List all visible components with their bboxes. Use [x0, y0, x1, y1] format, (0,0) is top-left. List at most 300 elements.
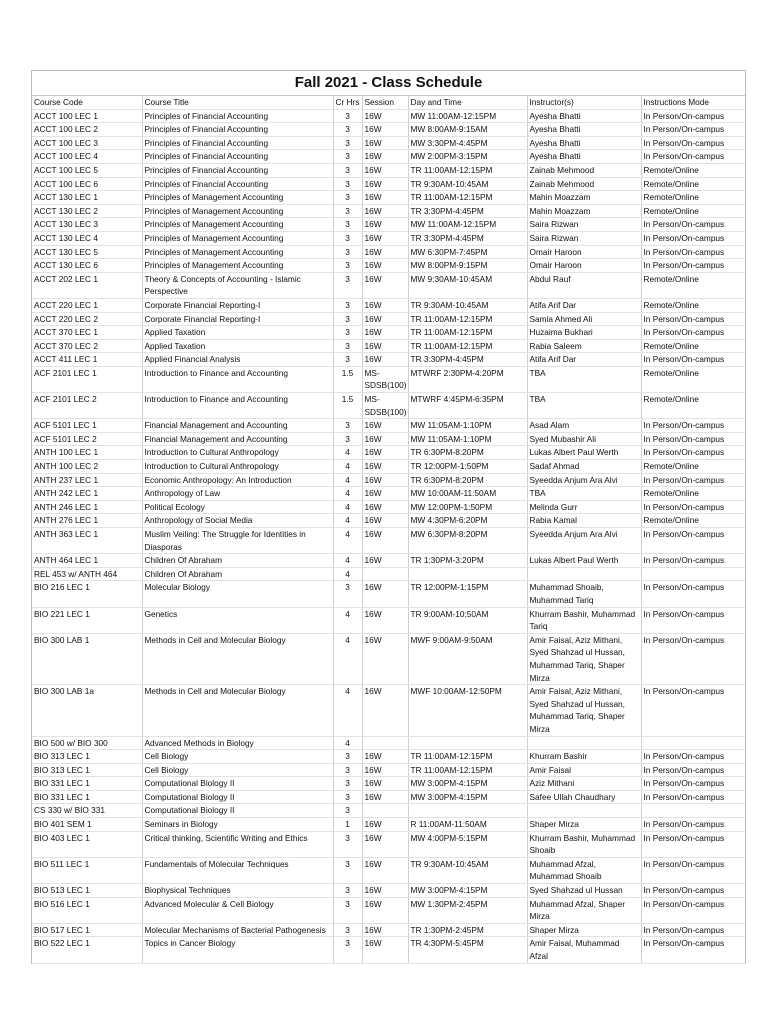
day-time-cell: MW 8:00AM-9:15AM [408, 123, 527, 137]
course-code-cell: ACCT 100 LEC 3 [32, 136, 142, 150]
day-time-cell: MW 8:00PM-9:15PM [408, 259, 527, 273]
day-time-cell: MW 4:30PM-6:20PM [408, 514, 527, 528]
course-title-cell: Financial Management and Accounting [142, 432, 333, 446]
instructor-cell: Sadaf Ahmad [527, 460, 641, 474]
credit-hours-cell: 3 [333, 777, 362, 791]
session-cell: 16W [362, 150, 408, 164]
table-row [32, 446, 745, 460]
credit-hours-cell: 4 [333, 473, 362, 487]
credit-hours-cell: 3 [333, 298, 362, 312]
credit-hours-cell: 3 [333, 937, 362, 963]
instructor-cell: Syeedda Anjum Ara Alvi [527, 473, 641, 487]
course-code-cell: BIO 221 LEC 1 [32, 607, 142, 633]
day-time-cell: MW 6:30PM-8:20PM [408, 528, 527, 554]
credit-hours-cell: 3 [333, 272, 362, 298]
day-time-cell: TR 11:00AM-12:15PM [408, 763, 527, 777]
instructor-cell: Khurram Bashir [527, 750, 641, 764]
course-title-cell: Muslim Veiling: The Struggle for Identities in Diasporas [142, 528, 333, 554]
credit-hours-cell: 3 [333, 123, 362, 137]
day-time-cell: MWF 10:00AM-12:50PM [408, 685, 527, 736]
table-row [32, 897, 745, 923]
instructor-cell: Ayesha Bhatti [527, 150, 641, 164]
mode-cell: In Person/On-campus [641, 897, 745, 923]
course-title-cell: Seminars in Biology [142, 818, 333, 832]
mode-cell: In Person/On-campus [641, 831, 745, 857]
day-time-cell: MW 11:00AM-12:15PM [408, 109, 527, 123]
day-time-cell: MW 1:30PM-2:45PM [408, 897, 527, 923]
instructor-cell: Saira Rizwan [527, 231, 641, 245]
course-code-cell: BIO 401 SEM 1 [32, 818, 142, 832]
course-code-cell: ACCT 130 LEC 5 [32, 245, 142, 259]
credit-hours-cell: 4 [333, 446, 362, 460]
instructor-cell: Atifa Arif Dar [527, 298, 641, 312]
mode-cell: In Person/On-campus [641, 633, 745, 684]
course-code-cell: BIO 522 LEC 1 [32, 937, 142, 963]
instructor-cell: Ayesha Bhatti [527, 136, 641, 150]
credit-hours-cell: 3 [333, 339, 362, 353]
course-title-cell: Advanced Methods in Biology [142, 736, 333, 750]
course-code-cell: ACCT 370 LEC 1 [32, 326, 142, 340]
day-time-cell: TR 1:30PM-2:45PM [408, 923, 527, 937]
course-code-cell: BIO 331 LEC 1 [32, 790, 142, 804]
day-time-cell: MW 3:00PM-4:15PM [408, 884, 527, 898]
course-title-cell: Financial Management and Accounting [142, 419, 333, 433]
session-cell: 16W [362, 500, 408, 514]
mode-cell: In Person/On-campus [641, 750, 745, 764]
mode-cell: In Person/On-campus [641, 353, 745, 367]
session-cell: 16W [362, 177, 408, 191]
credit-hours-cell: 3 [333, 204, 362, 218]
course-title-cell: Genetics [142, 607, 333, 633]
course-code-cell: BIO 300 LAB 1 [32, 633, 142, 684]
credit-hours-cell: 4 [333, 685, 362, 736]
course-code-cell: BIO 516 LEC 1 [32, 897, 142, 923]
session-cell: 16W [362, 633, 408, 684]
instructor-cell: Amir Faisal [527, 763, 641, 777]
session-cell: 16W [362, 204, 408, 218]
course-title-cell: Principles of Financial Accounting [142, 136, 333, 150]
mode-cell: In Person/On-campus [641, 446, 745, 460]
day-time-cell: MW 9:30AM-10:45AM [408, 272, 527, 298]
course-code-cell: ANTH 464 LEC 1 [32, 554, 142, 568]
session-cell: 16W [362, 136, 408, 150]
mode-cell: In Person/On-campus [641, 777, 745, 791]
session-cell: 16W [362, 272, 408, 298]
instructor-cell [527, 804, 641, 818]
column-header: Session [362, 96, 408, 109]
instructor-cell: Saira Rizwan [527, 218, 641, 232]
course-code-cell: ANTH 242 LEC 1 [32, 487, 142, 501]
table-row [32, 736, 745, 750]
session-cell: 16W [362, 218, 408, 232]
table-row [32, 460, 745, 474]
mode-cell: Remote/Online [641, 163, 745, 177]
course-title-cell: Applied Taxation [142, 339, 333, 353]
session-cell: 16W [362, 750, 408, 764]
course-title-cell: Principles of Financial Accounting [142, 163, 333, 177]
day-time-cell: TR 9:30AM-10:45AM [408, 177, 527, 191]
credit-hours-cell: 3 [333, 326, 362, 340]
course-title-cell: Introduction to Cultural Anthropology [142, 446, 333, 460]
session-cell: 16W [362, 528, 408, 554]
mode-cell: In Person/On-campus [641, 857, 745, 883]
table-row [32, 567, 745, 581]
instructor-cell: Mahin Moazzam [527, 191, 641, 205]
table-row [32, 393, 745, 419]
table-row [32, 312, 745, 326]
credit-hours-cell: 4 [333, 500, 362, 514]
session-cell: 16W [362, 685, 408, 736]
column-header: Course Title [142, 96, 333, 109]
table-row [32, 353, 745, 367]
course-code-cell: ACF 2101 LEC 1 [32, 366, 142, 392]
day-time-cell: MW 11:05AM-1:10PM [408, 419, 527, 433]
mode-cell: Remote/Online [641, 366, 745, 392]
mode-cell: In Person/On-campus [641, 432, 745, 446]
session-cell: 16W [362, 419, 408, 433]
instructor-cell: Shaper Mirza [527, 923, 641, 937]
day-time-cell: MW 3:30PM-4:45PM [408, 136, 527, 150]
course-title-cell: Cell Biology [142, 750, 333, 764]
instructor-cell [527, 567, 641, 581]
table-row [32, 177, 745, 191]
course-title-cell: Applied Taxation [142, 326, 333, 340]
session-cell: 16W [362, 514, 408, 528]
course-title-cell: Biophysical Techniques [142, 884, 333, 898]
course-code-cell: ACCT 220 LEC 1 [32, 298, 142, 312]
mode-cell: In Person/On-campus [641, 554, 745, 568]
day-time-cell: TR 3:30PM-4:45PM [408, 353, 527, 367]
table-row [32, 685, 745, 736]
session-cell [362, 736, 408, 750]
session-cell: 16W [362, 763, 408, 777]
course-title-cell: Political Ecology [142, 500, 333, 514]
course-code-cell: ANTH 246 LEC 1 [32, 500, 142, 514]
course-code-cell: ACCT 130 LEC 6 [32, 259, 142, 273]
table-row [32, 763, 745, 777]
instructor-cell: TBA [527, 366, 641, 392]
day-time-cell: TR 6:30PM-8:20PM [408, 473, 527, 487]
mode-cell: Remote/Online [641, 339, 745, 353]
instructor-cell: TBA [527, 487, 641, 501]
mode-cell: Remote/Online [641, 487, 745, 501]
credit-hours-cell: 3 [333, 245, 362, 259]
mode-cell: In Person/On-campus [641, 136, 745, 150]
day-time-cell: TR 11:00AM-12:15PM [408, 312, 527, 326]
credit-hours-cell: 3 [333, 790, 362, 804]
table-row [32, 339, 745, 353]
credit-hours-cell: 1.5 [333, 393, 362, 419]
instructor-cell: Abdul Rauf [527, 272, 641, 298]
mode-cell: In Person/On-campus [641, 818, 745, 832]
session-cell: 16W [362, 191, 408, 205]
course-code-cell: BIO 517 LEC 1 [32, 923, 142, 937]
page-title: Fall 2021 - Class Schedule [32, 71, 745, 96]
mode-cell: In Person/On-campus [641, 326, 745, 340]
table-row [32, 366, 745, 392]
course-title-cell: Critical thinking, Scientific Writing and Ethics [142, 831, 333, 857]
column-header: Course Code [32, 96, 142, 109]
course-code-cell: BIO 300 LAB 1a [32, 685, 142, 736]
session-cell: 16W [362, 259, 408, 273]
table-body [32, 109, 745, 963]
credit-hours-cell: 3 [333, 191, 362, 205]
session-cell: 16W [362, 298, 408, 312]
mode-cell: Remote/Online [641, 514, 745, 528]
mode-cell: In Person/On-campus [641, 150, 745, 164]
session-cell: 16W [362, 607, 408, 633]
session-cell: 16W [362, 353, 408, 367]
course-code-cell: ACCT 130 LEC 1 [32, 191, 142, 205]
credit-hours-cell: 3 [333, 177, 362, 191]
table-row [32, 804, 745, 818]
table-row [32, 777, 745, 791]
course-title-cell: Computational Biology II [142, 804, 333, 818]
table-header [32, 96, 745, 109]
instructor-cell: Aziz Mithani [527, 777, 641, 791]
credit-hours-cell: 4 [333, 514, 362, 528]
mode-cell: Remote/Online [641, 393, 745, 419]
credit-hours-cell: 4 [333, 460, 362, 474]
credit-hours-cell: 3 [333, 884, 362, 898]
day-time-cell: MWF 9:00AM-9:50AM [408, 633, 527, 684]
table-row [32, 831, 745, 857]
instructor-cell [527, 736, 641, 750]
credit-hours-cell: 3 [333, 857, 362, 883]
mode-cell [641, 736, 745, 750]
table-row [32, 150, 745, 164]
schedule-table [32, 96, 745, 964]
session-cell: 16W [362, 923, 408, 937]
instructor-cell: Shaper Mirza [527, 818, 641, 832]
day-time-cell: TR 9:30AM-10:45AM [408, 298, 527, 312]
day-time-cell: TR 4:30PM-5:45PM [408, 937, 527, 963]
course-code-cell: ACF 5101 LEC 2 [32, 432, 142, 446]
course-code-cell: BIO 313 LEC 1 [32, 763, 142, 777]
course-title-cell: Applied Financial Analysis [142, 353, 333, 367]
column-header: Instructions Mode [641, 96, 745, 109]
table-row [32, 245, 745, 259]
course-code-cell: REL 453 w/ ANTH 464 [32, 567, 142, 581]
day-time-cell: TR 6:30PM-8:20PM [408, 446, 527, 460]
instructor-cell: Zainab Mehmood [527, 177, 641, 191]
credit-hours-cell: 4 [333, 607, 362, 633]
mode-cell: In Person/On-campus [641, 937, 745, 963]
credit-hours-cell: 4 [333, 633, 362, 684]
day-time-cell: MW 11:00AM-12:15PM [408, 218, 527, 232]
course-title-cell: Principles of Financial Accounting [142, 177, 333, 191]
course-title-cell: Principles of Financial Accounting [142, 123, 333, 137]
course-code-cell: ACCT 100 LEC 1 [32, 109, 142, 123]
course-title-cell: Principles of Management Accounting [142, 259, 333, 273]
course-title-cell: Computational Biology II [142, 777, 333, 791]
day-time-cell: MW 4:00PM-5:15PM [408, 831, 527, 857]
day-time-cell: MW 3:00PM-4:15PM [408, 790, 527, 804]
table-row [32, 259, 745, 273]
session-cell: 16W [362, 581, 408, 607]
credit-hours-cell: 4 [333, 567, 362, 581]
instructor-cell: Muhammad Afzal, Muhammad Shoaib [527, 857, 641, 883]
table-row [32, 136, 745, 150]
table-row [32, 298, 745, 312]
course-code-cell: ANTH 237 LEC 1 [32, 473, 142, 487]
course-title-cell: Principles of Management Accounting [142, 218, 333, 232]
day-time-cell: TR 1:30PM-3:20PM [408, 554, 527, 568]
course-code-cell: BIO 500 w/ BIO 300 [32, 736, 142, 750]
credit-hours-cell: 3 [333, 763, 362, 777]
mode-cell: In Person/On-campus [641, 790, 745, 804]
credit-hours-cell: 3 [333, 312, 362, 326]
instructor-cell: Amir Faisal, Aziz Mithani, Syed Shahzad ul Hussan, Muhammad Tariq, Shaper Mirza [527, 633, 641, 684]
session-cell: 16W [362, 326, 408, 340]
course-code-cell: ACCT 411 LEC 1 [32, 353, 142, 367]
session-cell [362, 567, 408, 581]
credit-hours-cell: 4 [333, 528, 362, 554]
mode-cell: In Person/On-campus [641, 528, 745, 554]
table-row [32, 857, 745, 883]
table-row [32, 218, 745, 232]
course-code-cell: ACCT 130 LEC 3 [32, 218, 142, 232]
day-time-cell: TR 12:00PM-1:15PM [408, 581, 527, 607]
day-time-cell: MTWRF 4:45PM-6:35PM [408, 393, 527, 419]
course-code-cell: ACCT 220 LEC 2 [32, 312, 142, 326]
credit-hours-cell: 4 [333, 487, 362, 501]
table-row [32, 123, 745, 137]
mode-cell: Remote/Online [641, 204, 745, 218]
mode-cell: In Person/On-campus [641, 763, 745, 777]
course-code-cell: CS 330 w/ BIO 331 [32, 804, 142, 818]
day-time-cell: MW 11:05AM-1:10PM [408, 432, 527, 446]
credit-hours-cell: 3 [333, 150, 362, 164]
course-title-cell: Topics in Cancer Biology [142, 937, 333, 963]
day-time-cell: MW 3:00PM-4:15PM [408, 777, 527, 791]
instructor-cell: Omair Haroon [527, 259, 641, 273]
table-row [32, 937, 745, 963]
course-code-cell: BIO 216 LEC 1 [32, 581, 142, 607]
course-title-cell: Principles of Financial Accounting [142, 109, 333, 123]
credit-hours-cell: 1.5 [333, 366, 362, 392]
credit-hours-cell: 3 [333, 136, 362, 150]
credit-hours-cell: 3 [333, 831, 362, 857]
session-cell: 16W [362, 460, 408, 474]
instructor-cell: Zainab Mehmood [527, 163, 641, 177]
instructor-cell: Amir Faisal, Muhammad Afzal [527, 937, 641, 963]
course-code-cell: BIO 513 LEC 1 [32, 884, 142, 898]
credit-hours-cell: 4 [333, 736, 362, 750]
day-time-cell: TR 11:00AM-12:15PM [408, 326, 527, 340]
day-time-cell: MW 10:00AM-11:50AM [408, 487, 527, 501]
session-cell: 16W [362, 312, 408, 326]
instructor-cell: Khurram Bashir, Muhammad Tariq [527, 607, 641, 633]
table-row [32, 272, 745, 298]
mode-cell: In Person/On-campus [641, 500, 745, 514]
day-time-cell: TR 11:00AM-12:15PM [408, 191, 527, 205]
credit-hours-cell: 3 [333, 259, 362, 273]
course-title-cell: Economic Anthropology: An Introduction [142, 473, 333, 487]
course-code-cell: ACCT 202 LEC 1 [32, 272, 142, 298]
mode-cell: In Person/On-campus [641, 581, 745, 607]
credit-hours-cell: 3 [333, 923, 362, 937]
course-code-cell: BIO 331 LEC 1 [32, 777, 142, 791]
instructor-cell: Syed Mubashir Ali [527, 432, 641, 446]
session-cell: 16W [362, 831, 408, 857]
credit-hours-cell: 3 [333, 231, 362, 245]
instructor-cell: Ayesha Bhatti [527, 123, 641, 137]
instructor-cell: Atifa Arif Dar [527, 353, 641, 367]
course-title-cell: Introduction to Cultural Anthropology [142, 460, 333, 474]
credit-hours-cell: 3 [333, 353, 362, 367]
column-header: Cr Hrs [333, 96, 362, 109]
course-code-cell: ACCT 130 LEC 4 [32, 231, 142, 245]
credit-hours-cell: 3 [333, 581, 362, 607]
session-cell: 16W [362, 446, 408, 460]
course-title-cell: Methods in Cell and Molecular Biology [142, 685, 333, 736]
course-title-cell: Fundamentals of Molecular Techniques [142, 857, 333, 883]
course-title-cell: Principles of Management Accounting [142, 204, 333, 218]
mode-cell: In Person/On-campus [641, 109, 745, 123]
course-code-cell: ANTH 276 LEC 1 [32, 514, 142, 528]
mode-cell [641, 567, 745, 581]
table-row [32, 884, 745, 898]
mode-cell: Remote/Online [641, 460, 745, 474]
credit-hours-cell: 3 [333, 419, 362, 433]
table-row [32, 432, 745, 446]
mode-cell: In Person/On-campus [641, 123, 745, 137]
table-row [32, 191, 745, 205]
session-cell: 16W [362, 231, 408, 245]
instructor-cell: Khurram Bashir, Muhammad Shoaib [527, 831, 641, 857]
course-code-cell: BIO 511 LEC 1 [32, 857, 142, 883]
table-row [32, 419, 745, 433]
course-code-cell: ACCT 130 LEC 2 [32, 204, 142, 218]
table-row [32, 487, 745, 501]
day-time-cell: TR 12:00PM-1:50PM [408, 460, 527, 474]
course-code-cell: ACCT 100 LEC 4 [32, 150, 142, 164]
mode-cell: In Person/On-campus [641, 259, 745, 273]
day-time-cell [408, 804, 527, 818]
session-cell: 16W [362, 857, 408, 883]
session-cell: 16W [362, 123, 408, 137]
session-cell: 16W [362, 109, 408, 123]
day-time-cell: TR 3:30PM-4:45PM [408, 231, 527, 245]
mode-cell: In Person/On-campus [641, 231, 745, 245]
course-title-cell: Molecular Mechanisms of Bacterial Pathogenesis [142, 923, 333, 937]
course-code-cell: ACCT 370 LEC 2 [32, 339, 142, 353]
table-row [32, 231, 745, 245]
mode-cell: In Person/On-campus [641, 218, 745, 232]
day-time-cell: TR 3:30PM-4:45PM [408, 204, 527, 218]
course-code-cell: ANTH 100 LEC 1 [32, 446, 142, 460]
course-title-cell: Anthropology of Social Media [142, 514, 333, 528]
instructor-cell: Mahin Moazzam [527, 204, 641, 218]
session-cell: 16W [362, 339, 408, 353]
mode-cell: Remote/Online [641, 191, 745, 205]
column-header: Day and Time [408, 96, 527, 109]
mode-cell: Remote/Online [641, 272, 745, 298]
course-code-cell: BIO 403 LEC 1 [32, 831, 142, 857]
table-row [32, 790, 745, 804]
table-row [32, 554, 745, 568]
session-cell: 16W [362, 897, 408, 923]
instructor-cell: Amir Faisal, Aziz Mithani, Syed Shahzad ul Hussan, Muhammad Tariq, Shaper Mirza [527, 685, 641, 736]
day-time-cell: R 11:00AM-11:50AM [408, 818, 527, 832]
instructor-cell: Samia Ahmed Ali [527, 312, 641, 326]
credit-hours-cell: 3 [333, 432, 362, 446]
day-time-cell: TR 11:00AM-12:15PM [408, 339, 527, 353]
column-header: Instructor(s) [527, 96, 641, 109]
table-row [32, 750, 745, 764]
credit-hours-cell: 3 [333, 218, 362, 232]
